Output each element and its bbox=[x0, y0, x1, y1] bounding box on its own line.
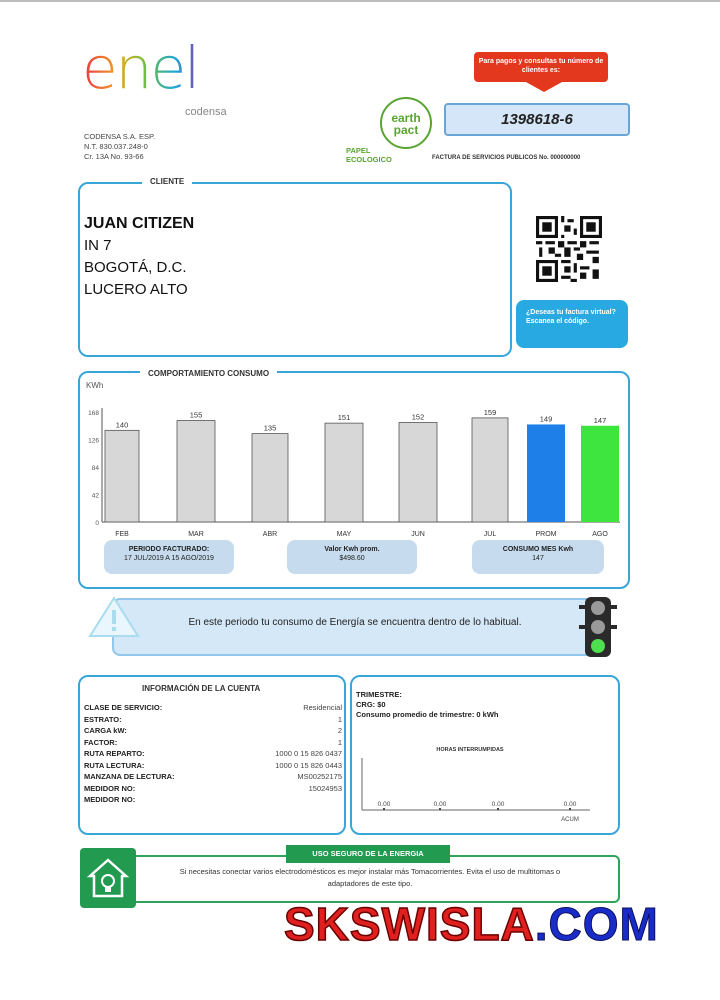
cuenta-key: MEDIDOR NO: bbox=[84, 783, 136, 793]
consumo-chart bbox=[80, 392, 620, 542]
alert-message: En este periodo tu consumo de Energía se encuentra dentro de lo habitual. bbox=[188, 617, 522, 628]
mini-point bbox=[569, 808, 571, 810]
enel-logo: enel bbox=[82, 34, 199, 102]
y-axis-unit: KWh bbox=[86, 381, 104, 390]
x-tick-label: MAY bbox=[336, 531, 352, 538]
payment-banner: Para pagos y consultas tu número de clientes es: bbox=[474, 52, 608, 82]
valor-value: $498.60 bbox=[339, 555, 365, 562]
crg-value: CRG: $0 bbox=[356, 700, 386, 709]
watermark-blue: .COM bbox=[534, 898, 659, 950]
safety-title: USO SEGURO DE LA ENERGIA bbox=[286, 845, 450, 863]
cuenta-row bbox=[84, 703, 342, 713]
safety-text: Si necesitas conectar varios electrodomésticos es mejor instalar más Tomacorrientes. Evita el uso de multitomas o adaptadores de este tipo. bbox=[179, 867, 561, 888]
cuenta-value: 1000 0 15 826 0437 bbox=[275, 749, 342, 758]
consumo-promedio: Consumo promedio de trimestre: 0 kWh bbox=[356, 710, 499, 719]
y-tick-label: 126 bbox=[88, 437, 99, 445]
consumo-mes-pill bbox=[472, 540, 604, 574]
customer-address bbox=[84, 213, 194, 301]
company-line: N.T. 830.037.248-0 bbox=[84, 142, 148, 151]
bar bbox=[105, 430, 139, 522]
mini-point bbox=[439, 808, 441, 810]
x-tick-label: JUN bbox=[411, 531, 425, 538]
mini-x-label: ACUM bbox=[561, 817, 579, 823]
cuenta-key: RUTA LECTURA: bbox=[84, 760, 145, 770]
bar-value-label: 135 bbox=[263, 423, 277, 433]
watermark bbox=[284, 896, 659, 952]
x-tick-label: MAR bbox=[188, 531, 204, 538]
cuenta-title: INFORMACIÓN DE LA CUENTA bbox=[142, 684, 261, 693]
bar-value-label: 140 bbox=[115, 420, 129, 430]
cuenta-value: MS00252175 bbox=[297, 772, 342, 781]
mini-point bbox=[383, 808, 385, 810]
x-tick-label: FEB bbox=[115, 531, 129, 538]
mini-value-label: 0.00 bbox=[433, 801, 447, 808]
scan-qr-bubble: ¿Deseas tu factura virtual? Escanea el código. bbox=[516, 300, 628, 348]
cuenta-key: MANZANA DE LECTURA: bbox=[84, 772, 175, 781]
invoice-number: FACTURA DE SERVICIOS PUBLICOS No. 000000000 bbox=[432, 155, 581, 161]
consumo-title: COMPORTAMIENTO CONSUMO bbox=[140, 369, 277, 378]
bar bbox=[252, 434, 288, 522]
horas-interrumpidas-chart bbox=[356, 742, 596, 828]
bar-value-label: 152 bbox=[411, 412, 425, 422]
x-tick-label: AGO bbox=[592, 531, 608, 538]
cuenta-row bbox=[84, 772, 342, 782]
top-border bbox=[0, 0, 720, 2]
cuenta-value: Residencial bbox=[303, 703, 342, 712]
bar-value-label: 155 bbox=[189, 410, 203, 420]
bar bbox=[177, 421, 215, 522]
mini-value-label: 0.00 bbox=[377, 801, 391, 808]
customer-name: JUAN CITIZEN bbox=[84, 215, 195, 232]
warning-icon bbox=[87, 594, 141, 640]
periodo-label: PERIODO FACTURADO: bbox=[128, 546, 210, 553]
city: BOGOTÁ, D.C. bbox=[84, 259, 187, 276]
cuenta-row bbox=[84, 726, 342, 736]
cuenta-key: ESTRATO: bbox=[84, 714, 122, 724]
mini-point bbox=[497, 808, 499, 810]
eco-line: PAPEL bbox=[346, 146, 371, 155]
cliente-title: CLIENTE bbox=[142, 177, 192, 186]
valor-label: Valor Kwh prom. bbox=[324, 546, 380, 553]
mini-chart-title: HORAS INTERRUMPIDAS bbox=[436, 747, 504, 753]
bar bbox=[325, 423, 363, 522]
cuenta-value: 1 bbox=[337, 714, 342, 724]
address-line: IN 7 bbox=[84, 237, 112, 254]
bar bbox=[527, 424, 565, 522]
mini-value-label: 0.00 bbox=[491, 801, 505, 808]
cuenta-value: 1000 0 15 826 0443 bbox=[275, 760, 342, 770]
bar bbox=[472, 418, 508, 522]
client-number: 1398618-6 bbox=[444, 103, 630, 136]
cuenta-key: CARGA kW: bbox=[84, 726, 127, 735]
x-tick-label: PROM bbox=[535, 531, 557, 538]
bar-value-label: 149 bbox=[539, 414, 553, 424]
watermark-red: SKSWISLA bbox=[284, 898, 535, 950]
y-tick-label: 0 bbox=[95, 520, 99, 527]
company-line: Cr. 13A No. 93-66 bbox=[84, 152, 144, 161]
earth-pact-logo: earth pact bbox=[380, 97, 432, 149]
x-tick-label: JUL bbox=[483, 531, 497, 538]
y-tick-label: 42 bbox=[91, 492, 99, 500]
bar bbox=[581, 426, 619, 522]
neighborhood: LUCERO ALTO bbox=[84, 281, 188, 298]
y-tick-label: 168 bbox=[88, 410, 99, 417]
cuenta-value: 15024953 bbox=[308, 783, 342, 793]
cuenta-row bbox=[84, 761, 342, 771]
safe-house-icon bbox=[80, 848, 136, 908]
cuenta-key: MEDIDOR NO: bbox=[84, 795, 136, 804]
cuenta-key: RUTA REPARTO: bbox=[84, 749, 145, 758]
periodo-pill bbox=[104, 540, 234, 574]
cuenta-row bbox=[84, 738, 342, 748]
valor-pill bbox=[287, 540, 417, 574]
cuenta-value: 2 bbox=[337, 726, 342, 735]
cuenta-row bbox=[84, 795, 342, 805]
company-line: CODENSA S.A. ESP. bbox=[84, 132, 156, 141]
cuenta-value: 1 bbox=[337, 737, 342, 747]
eco-line: ECOLOGICO bbox=[346, 155, 392, 164]
cuenta-row bbox=[84, 784, 342, 794]
arrow-down-icon bbox=[526, 82, 562, 92]
cuenta-key: CLASE DE SERVICIO: bbox=[84, 703, 163, 712]
y-tick-label: 84 bbox=[91, 465, 99, 472]
cuenta-key: FACTOR: bbox=[84, 737, 118, 747]
bar bbox=[399, 422, 437, 522]
logo-subtitle: codensa bbox=[185, 106, 227, 118]
consumo-mes-label: CONSUMO MES Kwh bbox=[502, 546, 574, 553]
bar-value-label: 147 bbox=[593, 415, 607, 425]
qr-code-icon[interactable] bbox=[536, 216, 602, 282]
traffic-light-icon bbox=[579, 595, 617, 659]
x-tick-label: ABR bbox=[262, 531, 278, 538]
trimestre-info bbox=[356, 690, 499, 720]
mini-value-label: 0.00 bbox=[563, 801, 577, 808]
cuenta-row bbox=[84, 715, 342, 725]
bar-value-label: 159 bbox=[483, 407, 497, 417]
eco-paper-label bbox=[346, 146, 392, 164]
cuenta-row bbox=[84, 749, 342, 759]
periodo-value: 17 JUL/2019 A 15 AGO/2019 bbox=[124, 555, 214, 562]
company-info bbox=[84, 132, 155, 162]
consumo-mes-value: 147 bbox=[532, 555, 544, 562]
bar-value-label: 151 bbox=[337, 413, 351, 423]
trimestre-label: TRIMESTRE: bbox=[356, 690, 402, 699]
